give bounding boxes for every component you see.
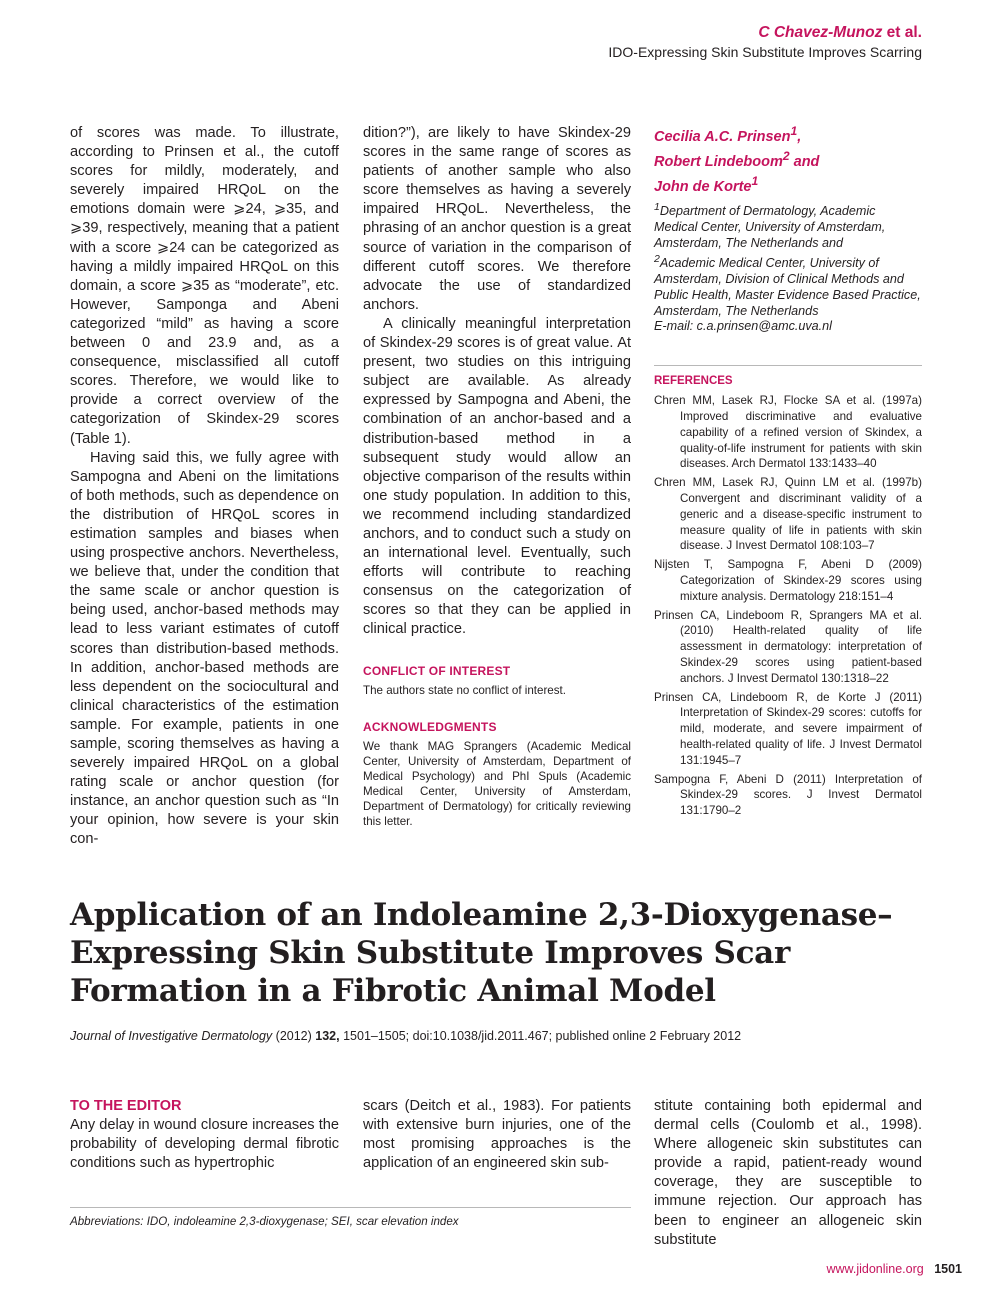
author-2 [654, 147, 922, 172]
running-header-authors [758, 24, 922, 42]
author-sup: 1 [751, 173, 759, 188]
affiliation-sup: 2 [654, 253, 660, 266]
author-email: E-mail: c.a.prinsen@amc.uva.nl [654, 319, 832, 334]
article-title: Application of an Indoleamine 2,3-Dioxygenase–Expressing Skin Substitute Improves Scar Formation in a Fibrotic Animal Model [70, 897, 893, 1009]
acknowledgments-text: We thank MAG Sprangers (Academic Medical Center, University of Amsterdam, Department of Medical Psychology) and PhI Spuls (Academic Medical Center, University of Amsterdam, Department of Dermatology) for critically reviewing this letter. [363, 739, 631, 828]
citation-details: 1501–1505; doi:10.1038/jid.2011.467; published online 2 February 2012 [339, 1029, 742, 1043]
author-3 [654, 172, 922, 197]
affiliation-2 [654, 252, 922, 319]
author-name: Robert Lindeboom [654, 153, 783, 170]
references-heading: REFERENCES [654, 375, 733, 388]
letter-column-3 [654, 122, 922, 822]
citation-journal: Journal of Investigative Dermatology [70, 1029, 273, 1043]
article-column-1 [70, 1097, 339, 1173]
letter-col1-para-1: of scores was made. To illustrate, according to Prinsen et al., the cutoff scores for mildly, moderately, and severely impaired HRQoL on the emotions domain were ⩾24, ⩾35, and ⩾39, respectively, meaning that a patient with a score ⩾24 can be categorized as having a mildly impaired HRQoL on this domain, a score ⩾35 as “moderate”, etc. However, Samponga and Abeni categorized “mild” as having a score between 0 and 23.9 and, as a consequence, misclassified all cutoff scores. Therefore, we would like to provide a correct overview of the categorization of Skindex-29 scores (Table 1). [70, 125, 339, 447]
page-footer [826, 1260, 962, 1278]
article-column-3 [654, 1097, 922, 1250]
reference-item: Prinsen CA, Lindeboom R, de Korte J (2011) Interpretation of Skindex-29 scores: cutoffs for mild, moderate, and severe impairment of health-related quality of life. J Invest Dermatol 131:1945–7 [654, 690, 922, 767]
references-list [654, 393, 922, 819]
conflict-text: The authors state no conflict of interest. [363, 683, 566, 697]
article-col2-text: scars (Deitch et al., 1983). For patients with extensive burn injuries, one of the most promising approaches is the application of an engineered skin sub- [363, 1098, 631, 1172]
acknowledgments-heading: ACKNOWLEDGMENTS [363, 719, 497, 734]
journal-url[interactable]: www.jidonline.org [826, 1262, 924, 1276]
letter-col2-para-1: dition?”), are likely to have Skindex-29 scores in the same range of scores as patients of another sample who also score themselves as having a severely impaired HRQoL. Nevertheless, the phrasing of an anchor question is a great source of variation in the comparison of different cutoff scores. We therefore advocate the use of standardized anchors. [363, 125, 631, 313]
header-author-name: C Chavez-Munoz [758, 24, 883, 41]
author-sup: 1 [790, 124, 798, 138]
author-separator: and [789, 153, 820, 170]
article-column-2 [363, 1097, 631, 1173]
article-citation [70, 1029, 930, 1043]
citation-year: (2012) [272, 1029, 316, 1043]
abbreviations-footnote: Abbreviations: IDO, indoleamine 2,3-dioxygenase; SEI, scar elevation index [70, 1215, 459, 1228]
article-col1-text: Any delay in wound closure increases the probability of developing dermal fibrotic conditions such as hypertrophic [70, 1117, 339, 1172]
author-sup: 2 [782, 148, 790, 163]
letter-column-1 [70, 124, 339, 850]
author-name: John de Korte [654, 178, 752, 195]
affiliation-text: Academic Medical Center, University of Amsterdam, Division of Clinical Methods and Public Health, Master Evidence Based Practice, Amsterdam, The Netherlands [654, 256, 921, 318]
footnote-divider [70, 1207, 631, 1208]
header-et-al: et al. [882, 24, 922, 41]
affiliation-text: Department of Dermatology, Academic Medical Center, University of Amsterdam, Amsterdam, The Netherlands and [654, 204, 886, 251]
letter-column-2 [363, 124, 631, 829]
author-separator: , [797, 128, 802, 145]
letter-col2-para-2: A clinically meaningful interpretation of Skindex-29 scores is of great value. At present, two studies on this intriguing subject are available. As already expressed by Sampogna and Abeni, the combination of an anchor-based and a distribution-based method in a subsequent study would allow an objective comparison of the results within one study population. In addition to this, we recommend including standardized anchors, and to conduct such a study on an international level. Eventually, such efforts will contribute to reaching consensus on the categorization of scores so that they can be applied in clinical practice. [363, 315, 631, 638]
conflict-heading: CONFLICT OF INTEREST [363, 663, 511, 678]
page-number: 1501 [934, 1262, 962, 1276]
references-divider [654, 365, 922, 366]
to-the-editor-heading: TO THE EDITOR [70, 1098, 182, 1114]
author-1 [654, 122, 922, 147]
reference-item: Chren MM, Lasek RJ, Flocke SA et al. (1997a) Improved discriminative and evaluative capability of a refined version of Skindex, a quality-of-life instrument for patients with skin diseases. Arch Dermatol 133:1433–40 [654, 394, 922, 471]
running-header-title: IDO-Expressing Skin Substitute Improves Scarring [608, 44, 922, 60]
reference-item: Sampogna F, Abeni D (2011) Interpretation of Skindex-29 scores. J Invest Dermatol 131:1790–2 [654, 772, 922, 818]
article-col3-text: stitute containing both epidermal and dermal cells (Coulomb et al., 1998). Where allogeneic skin substitutes can provide a rapid, patient-ready wound coverage, they are susceptible to immune rejection. Our approach has been to engineer an allogeneic skin substitute [654, 1098, 922, 1248]
reference-item: Chren MM, Lasek RJ, Quinn LM et al. (1997b) Convergent and discriminant validity of a generic and a disease-specific instrument to measure quality of life in patients with skin disease. J Invest Dermatol 108:103–7 [654, 476, 922, 553]
reference-item: Prinsen CA, Lindeboom R, Sprangers MA et al. (2010) Health-related quality of life assessment in dermatology: interpretation of Skindex-29 scores using patient-based anchors. J Invest Dermatol 130:1318–22 [654, 608, 922, 685]
citation-volume: 132, [315, 1029, 340, 1043]
letter-authors [654, 122, 922, 196]
affiliation-1 [654, 200, 922, 252]
affiliation-sup: 1 [654, 201, 660, 214]
author-name: Cecilia A.C. Prinsen [654, 128, 791, 145]
reference-item: Nijsten T, Sampogna F, Abeni D (2009) Categorization of Skindex-29 scores using mixture analysis. Dermatology 218:151–4 [654, 558, 922, 603]
letter-col1-para-2: Having said this, we fully agree with Sampogna and Abeni on the limitations of both methods, such as dependence on the distribution of HRQoL scores in estimation samples and biases when using prospective anchors. Nevertheless, we believe that, under the condition that the same scale or anchor question is being used, anchor-based methods may lead to less variant estimates of cutoff scores than distribution-based methods. In addition, anchor-based methods are less dependent on the sociocultural and clinical characteristics of the estimation sample. For example, patients in one sample, scoring themselves as having a severely impaired HRQoL on a global rating scale or anchor question (for instance, an anchor question such as “In your opinion, how severe is your skin con- [70, 449, 339, 848]
